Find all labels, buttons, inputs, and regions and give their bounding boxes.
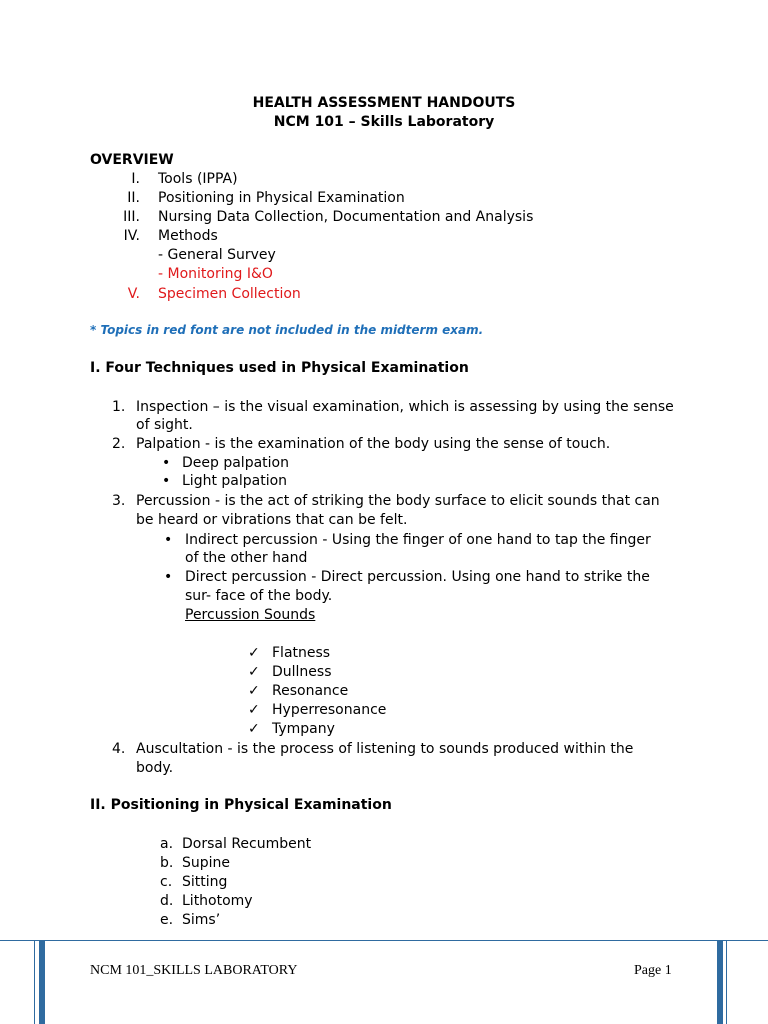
document-subtitle: NCM 101 – Skills Laboratory <box>273 114 495 130</box>
position-supine: Supine <box>182 855 231 871</box>
overview-sub-general-survey: - General Survey <box>158 247 276 263</box>
technique-auscultation-line2: body. <box>136 760 174 776</box>
percussion-indirect-line1: Indirect percussion - Using the finger of one hand to tap the finger <box>185 532 651 548</box>
technique-palpation: Palpation - is the examination of the body using the sense of touch. <box>136 436 611 452</box>
percussion-sounds-heading: Percussion Sounds <box>185 607 316 623</box>
palpation-deep: Deep palpation <box>182 455 289 471</box>
overview-num-2: II. <box>127 190 140 206</box>
technique-auscultation-line1: Auscultation - is the process of listening to sounds produced within the <box>136 741 634 757</box>
overview-num-3: III. <box>123 209 140 225</box>
technique-num-1: 1. <box>112 399 126 415</box>
sound-dullness: Dullness <box>272 664 332 680</box>
footer-left-border <box>39 940 45 1024</box>
position-sitting: Sitting <box>182 874 228 890</box>
overview-item-methods: Methods <box>158 228 218 244</box>
bullet-icon: • <box>164 532 173 548</box>
document-title: HEALTH ASSESSMENT HANDOUTS <box>252 95 516 111</box>
check-icon: ✓ <box>248 645 260 661</box>
overview-num-5: V. <box>127 286 140 302</box>
bullet-icon: • <box>164 569 173 585</box>
palpation-light: Light palpation <box>182 473 288 489</box>
technique-percussion-line2: be heard or vibrations that can be felt. <box>136 512 408 528</box>
overview-num-4: IV. <box>123 228 140 244</box>
overview-sub-monitoring: - Monitoring I&O <box>158 266 273 282</box>
position-lithotomy: Lithotomy <box>182 893 253 909</box>
percussion-direct-line1: Direct percussion - Direct percussion. Using one hand to strike the <box>185 569 650 585</box>
footer-right-border <box>717 940 723 1024</box>
check-icon: ✓ <box>248 702 260 718</box>
bullet-icon: • <box>162 473 171 489</box>
overview-num-1: I. <box>131 171 140 187</box>
percussion-direct-line2: sur- face of the body. <box>185 588 333 604</box>
midterm-note: * Topics in red font are not included in the midterm exam. <box>90 323 484 337</box>
position-dorsal-recumbent: Dorsal Recumbent <box>182 836 312 852</box>
bullet-icon: • <box>162 455 171 471</box>
position-letter-d: d. <box>160 893 174 909</box>
percussion-indirect-line2: of the other hand <box>185 550 308 566</box>
sound-hyperresonance: Hyperresonance <box>272 702 387 718</box>
technique-num-3: 3. <box>112 493 126 509</box>
footer-left-thin-border <box>34 940 35 1024</box>
overview-item-positioning: Positioning in Physical Examination <box>158 190 405 206</box>
sound-tympany: Tympany <box>272 721 335 737</box>
position-letter-e: e. <box>160 912 174 928</box>
technique-inspection-line1: Inspection – is the visual examination, which is assessing by using the sense <box>136 399 674 415</box>
section-1-heading: I. Four Techniques used in Physical Examination <box>90 360 469 376</box>
section-2-heading: II. Positioning in Physical Examination <box>90 797 392 813</box>
technique-percussion-line1: Percussion - is the act of striking the body surface to elicit sounds that can <box>136 493 660 509</box>
technique-num-4: 4. <box>112 741 126 757</box>
position-letter-c: c. <box>160 874 173 890</box>
footer-page-number: Page 1 <box>634 963 672 978</box>
overview-item-specimen: Specimen Collection <box>158 286 301 302</box>
technique-num-2: 2. <box>112 436 126 452</box>
overview-item-tools: Tools (IPPA) <box>158 171 238 187</box>
footer-course-label: NCM 101_SKILLS LABORATORY <box>90 963 298 978</box>
position-letter-b: b. <box>160 855 174 871</box>
position-letter-a: a. <box>160 836 174 852</box>
sound-flatness: Flatness <box>272 645 331 661</box>
position-sims: Sims’ <box>182 912 221 928</box>
overview-item-data-collection: Nursing Data Collection, Documentation and Analysis <box>158 209 534 225</box>
footer-rule <box>0 940 768 941</box>
technique-inspection-line2: of sight. <box>136 417 193 433</box>
check-icon: ✓ <box>248 721 260 737</box>
check-icon: ✓ <box>248 664 260 680</box>
overview-heading: OVERVIEW <box>90 152 174 168</box>
sound-resonance: Resonance <box>272 683 349 699</box>
check-icon: ✓ <box>248 683 260 699</box>
footer-right-thin-border <box>726 940 727 1024</box>
